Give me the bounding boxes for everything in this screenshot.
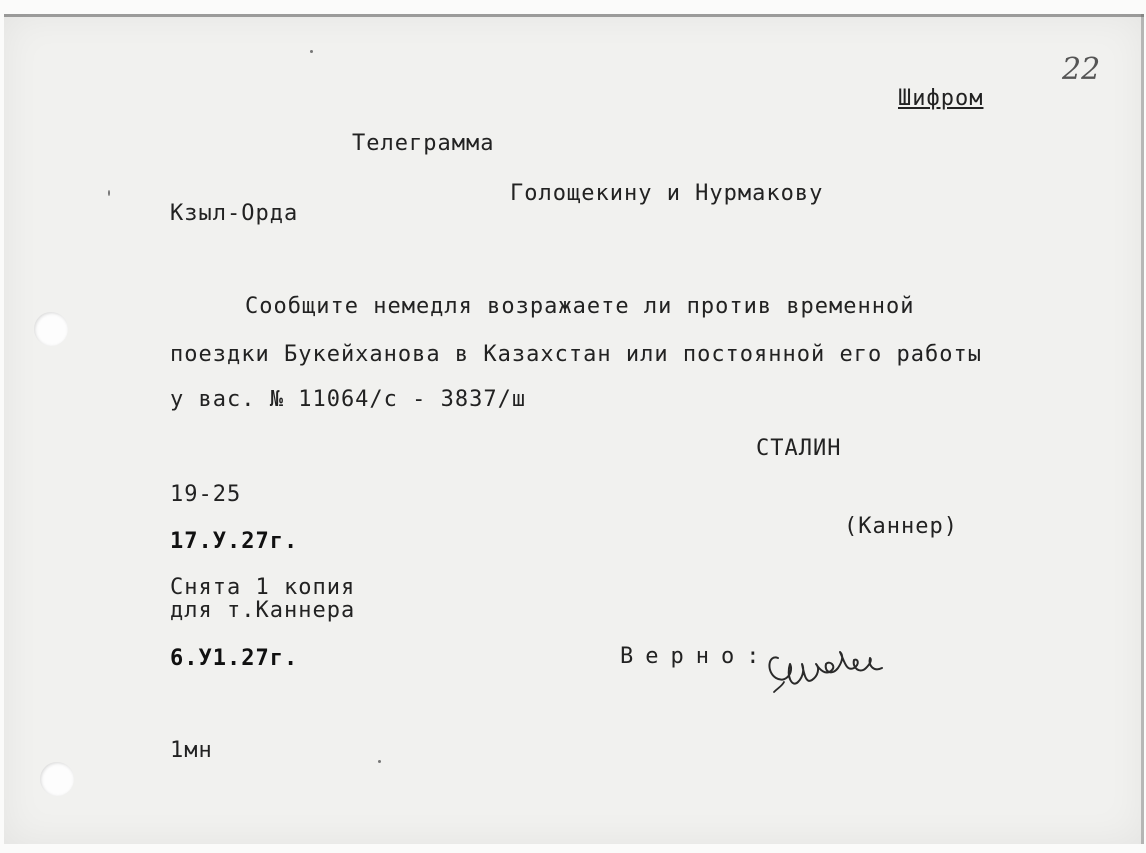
cipher-header: Шифром	[898, 86, 984, 111]
scan-speck	[108, 190, 110, 196]
copier-name: (Каннер)	[844, 514, 958, 539]
body-line-1: Сообщите немедля возражаете ли против временной	[245, 294, 915, 319]
typist-initials: 1мн	[170, 738, 213, 763]
addressee: Голощекину и Нурмакову	[510, 181, 824, 206]
paper-sheet	[4, 14, 1144, 844]
signer-name: СТАЛИН	[756, 436, 842, 461]
page-number: 22	[1062, 52, 1101, 87]
punch-hole-lower	[40, 762, 74, 796]
handwritten-signature	[764, 628, 894, 708]
paper-top-edge	[4, 14, 1144, 17]
scan-speck	[310, 50, 313, 53]
destination: Кзыл-Орда	[170, 201, 299, 226]
document-type: Телеграмма	[352, 131, 495, 156]
body-line-3: у вас. № 11064/с - 3837/ш	[170, 387, 527, 412]
punch-hole-upper	[34, 312, 68, 346]
send-date: 17.У.27г.	[170, 529, 299, 554]
certified-label: Верно:	[620, 644, 772, 669]
copy-note-line-1: Снята 1 копия	[170, 575, 356, 600]
copy-date: 6.У1.27г.	[170, 646, 299, 671]
scan-speck	[378, 760, 381, 763]
copy-note-line-2: для т.Каннера	[170, 598, 356, 623]
send-time: 19-25	[170, 482, 242, 507]
paper-right-edge	[1141, 14, 1144, 844]
body-line-2: поездки Букейханова в Казахстан или постоянной его работы	[170, 342, 982, 367]
